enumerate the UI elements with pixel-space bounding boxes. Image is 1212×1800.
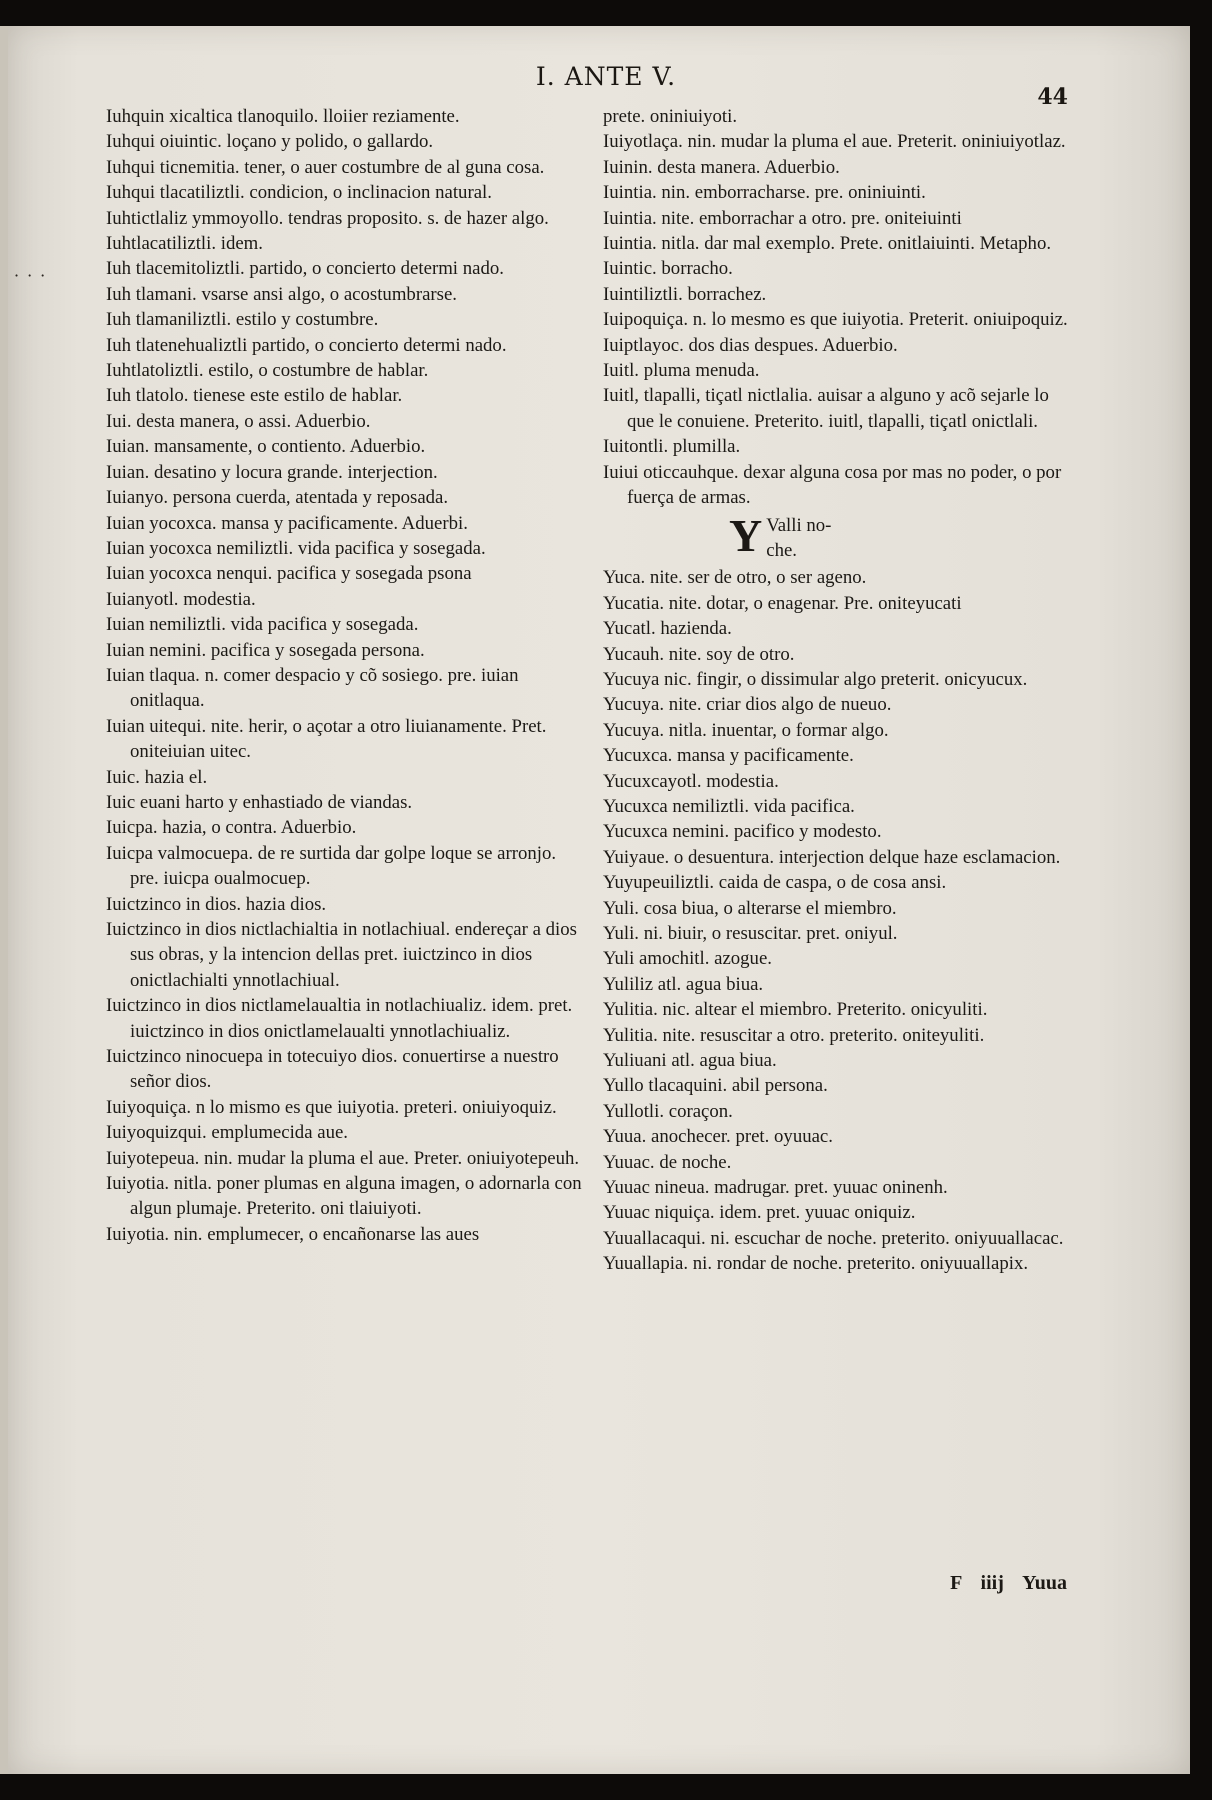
dictionary-entry: Iui. desta manera, o assi. Aduerbio.	[106, 410, 371, 432]
dictionary-entry: Iuhquin xicaltica tlanoquilo. lloiier reziamente.	[106, 106, 460, 127]
dictionary-entry: Yucuya. nitla. inuentar, o formar algo.	[603, 719, 889, 741]
dictionary-entry: Iuh tlacemitoliztli. partido, o concierto determi nado.	[106, 258, 504, 280]
dictionary-entry: Iuitontli. plumilla.	[603, 436, 741, 458]
dictionary-entry: Yucatia. nite. dotar, o enagenar. Pre. oniteyucati	[603, 592, 962, 614]
dictionary-entry: Iuian yocoxca nemiliztli. vida pacifica y sosegada.	[106, 537, 486, 559]
section-initial-letter: Y	[729, 509, 763, 561]
dictionary-entry: Yucuya nic. fingir, o dissimular algo preterit. onicyucux.	[603, 668, 1028, 690]
section-heading-line: che.	[766, 539, 797, 561]
dictionary-entry: Iuh tlatolo. tienese este estilo de hablar.	[106, 385, 403, 407]
dictionary-entry: Iuic. hazia el.	[106, 766, 208, 788]
dictionary-entry: Iuian yocoxca nenqui. pacifica y sosegada psona	[106, 563, 472, 585]
folio-number: 44	[1037, 84, 1068, 110]
dictionary-entry: Iuhqui ticnemitia. tener, o auer costumbre de al guna cosa.	[106, 156, 545, 178]
dictionary-entry: Yuuallapia. ni. rondar de noche. preterito. oniyuuallapix.	[603, 1253, 1029, 1275]
dictionary-entry: Yuli amochitl. azogue.	[603, 948, 772, 970]
dictionary-entry: Iuic euani harto y enhastiado de viandas.	[106, 791, 413, 813]
dictionary-entry: Iuiyotia. nitla. poner plumas en alguna imagen, o adornarla con algun plumaje. Preterito. oni tlaiuiyoti.	[106, 1173, 582, 1220]
dictionary-entry: Yuuac nineua. madrugar. pret. yuuac oninenh.	[603, 1177, 948, 1199]
dictionary-entry: Iuictzinco in dios. hazia dios.	[106, 893, 327, 915]
dictionary-entry: Iuian tlaqua. n. comer despacio y cõ sosiego. pre. iuian onitlaqua.	[106, 664, 519, 712]
dictionary-entry: Yulitia. nite. resuscitar a otro. preterito. oniteyuliti.	[603, 1024, 985, 1046]
dictionary-entry: Yullotli. coraçon.	[603, 1100, 733, 1122]
dictionary-entry: Yuuac niquiça. idem. pret. yuuac oniquiz.	[603, 1202, 916, 1224]
dictionary-entry: Iuintiliztli. borrachez.	[603, 283, 767, 305]
dictionary-entry: Iuh tlamaniliztli. estilo y costumbre.	[106, 309, 379, 331]
dictionary-entry: Iuhqui oiuintic. loçano y polido, o gallardo.	[106, 131, 434, 153]
dictionary-entry: Iuian nemiliztli. vida pacifica y sosegada.	[106, 614, 419, 636]
dictionary-entry: Yulitia. nic. altear el miembro. Preterito. onicyuliti.	[603, 999, 988, 1021]
dictionary-entry: Yucuxca nemiliztli. vida pacifica.	[603, 795, 855, 817]
dictionary-entry: Iuiyoquizqui. emplumecida aue.	[106, 1122, 348, 1144]
margin-marks: ···	[14, 266, 54, 285]
dictionary-entry: Iuipoquiça. n. lo mesmo es que iuiyotia. Preterit. oniuipoquiz.	[603, 309, 1068, 331]
dictionary-entry: Yullo tlacaquini. abil persona.	[603, 1075, 828, 1097]
dictionary-entry: Iuinin. desta manera. Aduerbio.	[603, 156, 840, 178]
dictionary-entry: Iuian. mansamente, o contiento. Aduerbio.	[106, 436, 426, 458]
dictionary-entry: Iuh tlatenehualiztli partido, o concierto determi nado.	[106, 334, 507, 356]
dictionary-entry: Iuintia. nitla. dar mal exemplo. Prete. onitlaiuinti. Metapho.	[603, 233, 1052, 255]
dictionary-entry: Iuianyotl. modestia.	[106, 588, 256, 610]
section-heading-text	[766, 513, 831, 564]
dictionary-entry: Iuian yocoxca. mansa y pacificamente. Aduerbi.	[106, 512, 468, 534]
dictionary-entry: Iuiyotlaça. nin. mudar la pluma el aue. Preterit. oniniuiyotlaz.	[603, 131, 1066, 153]
dictionary-entry: Iuicpa valmocuepa. de re surtida dar golpe loque se arronjo. pre. iuicpa oualmocuep.	[106, 842, 557, 890]
dictionary-entry: Iuictzinco in dios nictlachialtia in notlachiual. endereçar a dios sus obras, y la intencion dellas pret. iuictzinco in dios onictlachialti ynnotlachiual.	[106, 919, 577, 991]
dictionary-entry: Iuicpa. hazia, o contra. Aduerbio.	[106, 817, 357, 839]
dictionary-entry: Yucuxcayotl. modestia.	[603, 770, 779, 792]
dictionary-entry: Yuua. anochecer. pret. oyuuac.	[603, 1126, 833, 1148]
right-column-entries-y	[603, 565, 1080, 1276]
dictionary-entry: Iuitl. pluma menuda.	[603, 360, 760, 382]
dictionary-entry: Yucuya. nite. criar dios algo de nueuo.	[603, 694, 892, 716]
running-head: I. ANTE V.	[535, 62, 677, 91]
section-heading-y	[603, 509, 1080, 564]
dictionary-entry: Yuca. nite. ser de otro, o ser ageno.	[603, 567, 867, 589]
dictionary-entry: prete. oniniuiyoti.	[603, 106, 738, 127]
dictionary-entry: Iuiptlayoc. dos dias despues. Aduerbio.	[603, 334, 898, 356]
dictionary-entry: Iuian. desatino y locura grande. interjection.	[106, 461, 438, 483]
dictionary-entry: Yucatl. hazienda.	[603, 618, 732, 640]
dictionary-entry: Yuli. ni. biuir, o resuscitar. pret. oniyul.	[603, 923, 898, 944]
dictionary-entry: Iuintic. borracho.	[603, 258, 733, 280]
dictionary-entry: Yuliliz atl. agua biua.	[603, 973, 764, 995]
dictionary-entry: Iuian nemini. pacifica y sosegada persona.	[106, 639, 425, 661]
dictionary-entry: Iuianyo. persona cuerda, atentada y reposada.	[106, 487, 449, 509]
right-column-entries-i	[603, 104, 1080, 511]
dictionary-entry: Iuiyotia. nin. emplumecer, o encañonarse las aues	[106, 1223, 480, 1245]
dictionary-entry: Iuh tlamani. vsarse ansi algo, o acostumbrarse.	[106, 283, 458, 305]
dictionary-entry: Iuhtictlaliz ymmoyollo. tendras proposito. s. de hazer algo.	[106, 207, 549, 229]
dictionary-entry: Iuictzinco ninocuepa in totecuiyo dios. conuertirse a nuestro señor dios.	[106, 1046, 559, 1093]
dictionary-entry: Yuyupeuiliztli. caida de caspa, o de cosa ansi.	[603, 872, 947, 894]
right-column	[603, 104, 1080, 1277]
dictionary-entry: Yucauh. nite. soy de otro.	[603, 643, 795, 665]
dictionary-entry: Iuitl, tlapalli, tiçatl nictlalia. auisar a alguno y acõ sejarle lo que le conuiene. Preterito. iuitl, tlapalli, tiçatl onictlali.	[603, 385, 1049, 432]
catchword-signature: F iiij Yuua	[950, 1572, 1067, 1594]
dictionary-entry: Iuiyoquiça. n lo mismo es que iuiyotia. preteri. oniuiyoquiz.	[106, 1096, 557, 1118]
dictionary-entry: Yuiyaue. o desuentura. interjection delque haze esclamacion.	[603, 846, 1061, 868]
dictionary-entry: Iuintia. nin. emborracharse. pre. oniniuinti.	[603, 182, 926, 204]
dictionary-entry: Yucuxca nemini. pacifico y modesto.	[603, 821, 882, 843]
dictionary-entry: Yucuxca. mansa y pacificamente.	[603, 745, 854, 767]
dictionary-entry: Iuintia. nite. emborrachar a otro. pre. oniteiuinti	[603, 207, 962, 229]
dictionary-entry: Yuli. cosa biua, o alterarse el miembro.	[603, 897, 897, 919]
dictionary-entry: Iuiyotepeua. nin. mudar la pluma el aue. Preter. oniuiyotepeuh.	[106, 1147, 580, 1169]
dictionary-entry: Iuian uitequi. nite. herir, o açotar a otro liuianamente. Pret. oniteiuian uitec.	[106, 715, 547, 763]
dictionary-entry: Iuhqui tlacatiliztli. condicion, o inclinacion natural.	[106, 182, 492, 204]
dictionary-entry: Yuuac. de noche.	[603, 1151, 732, 1173]
dictionary-entry: Iuiui oticcauhque. dexar alguna cosa por mas no poder, o por fuerça de armas.	[603, 461, 1062, 509]
dictionary-entry: Iuhtlatoliztli. estilo, o costumbre de hablar.	[106, 360, 429, 382]
dictionary-entry: Yuliuani atl. agua biua.	[603, 1050, 777, 1072]
left-column	[106, 104, 586, 1247]
dictionary-entry: Yuuallacaqui. ni. escuchar de noche. preterito. oniyuuallacac.	[603, 1227, 1064, 1249]
dictionary-entry: Iuictzinco in dios nictlamelaualtia in notlachiualiz. idem. pret. iuictzinco in dios onictlamelaualti ynnotlachiualiz.	[106, 995, 573, 1042]
dictionary-entry: Iuhtlacatiliztli. idem.	[106, 233, 263, 255]
section-heading-line: Valli no-	[766, 514, 832, 536]
